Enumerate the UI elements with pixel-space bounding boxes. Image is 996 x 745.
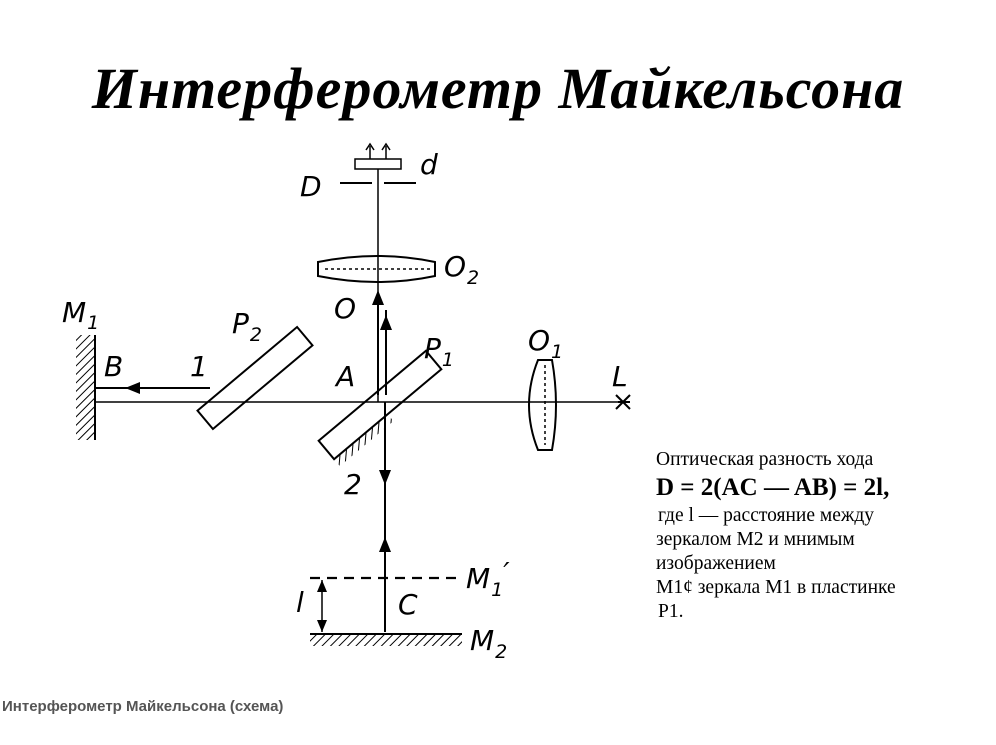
description-line: где l — расстояние между [658, 505, 875, 526]
label-l: L [612, 360, 628, 393]
label-p2: $P_2$ [232, 307, 262, 346]
label-o1: $O_1$ [528, 324, 564, 363]
description-line: изображением [656, 553, 776, 574]
label-ray-2: 2 [344, 468, 362, 501]
label-o: O [334, 292, 357, 325]
description-block [656, 448, 986, 624]
label-d-upper: D [300, 170, 322, 203]
label-c: C [398, 588, 418, 621]
beam-arrows-up [372, 290, 392, 395]
description-line: зеркалом M2 и мнимым [656, 529, 855, 550]
mirror-m2 [310, 634, 462, 646]
label-b: B [104, 350, 124, 383]
path-difference-formula: D = 2(AC — AB) = 2l, [656, 474, 890, 501]
slide-title: Интерферометр Майкельсона [91, 56, 905, 121]
description-line: M1¢ зеркала M1 в пластинке [656, 577, 896, 598]
label-o2: $O_2$ [444, 250, 480, 289]
source-l-marker [616, 395, 630, 409]
label-m2: $M_2$ [470, 624, 508, 663]
distance-l-dimension [317, 580, 327, 632]
lens-o1 [529, 360, 556, 450]
label-m1-prime: $M_1'$ [466, 556, 510, 601]
lens-o2 [318, 256, 435, 282]
ray-1-arrow [125, 382, 140, 394]
label-l-distance: l [296, 586, 304, 619]
image-caption: Интерферометр Майкельсона (схема) [2, 698, 284, 715]
description-line: P1. [658, 601, 684, 622]
label-m1: $M_1$ [62, 296, 100, 334]
label-ray-1: 1 [190, 350, 208, 383]
detector [355, 144, 401, 169]
label-d-detector: d [420, 148, 438, 181]
description-heading: Оптическая разность хода [656, 449, 874, 470]
mirror-m1 [76, 335, 95, 440]
label-a: A [336, 360, 356, 393]
label-p1: $P_1$ [424, 332, 454, 371]
